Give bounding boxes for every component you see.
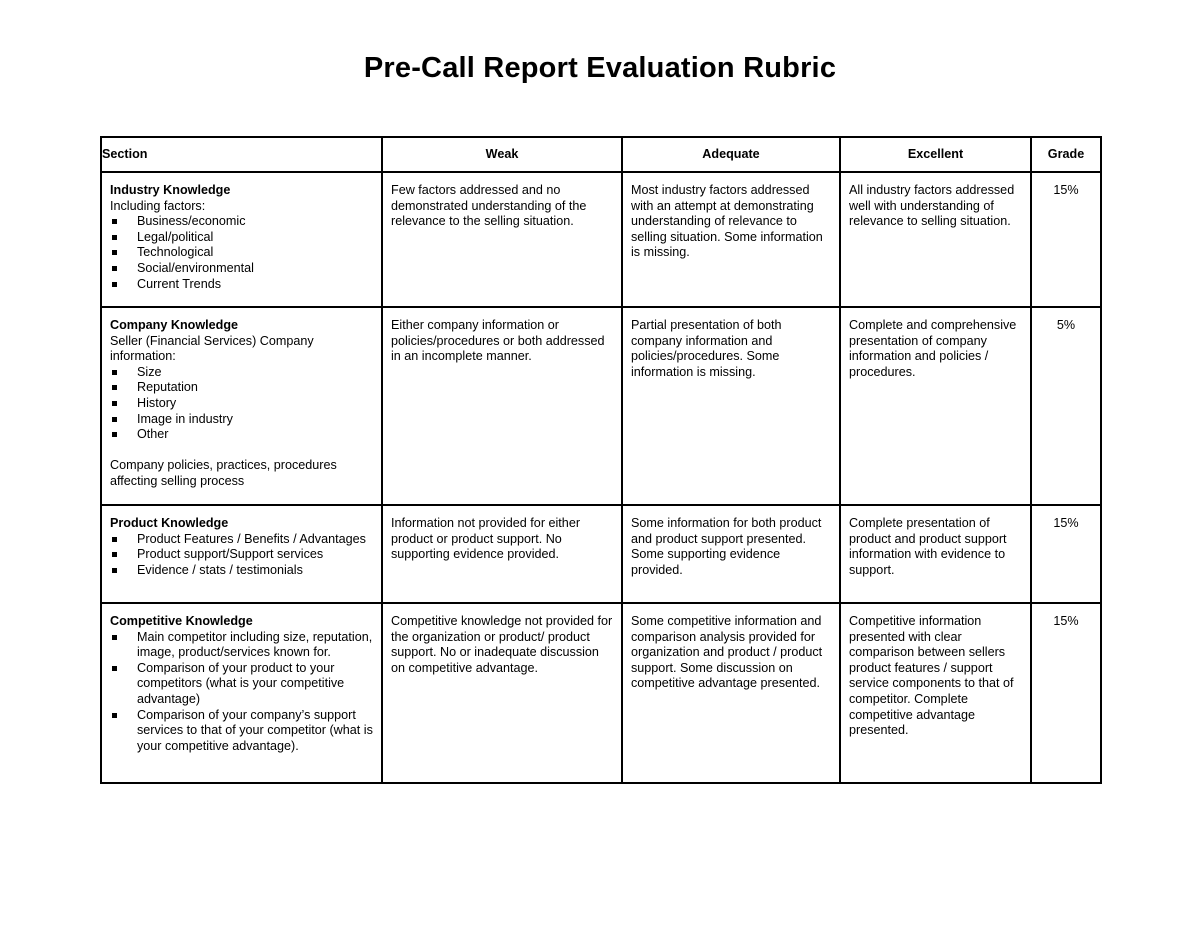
list-item: Business/economic <box>110 214 373 230</box>
section-heading: Product Knowledge <box>110 516 229 530</box>
section-heading: Company Knowledge <box>110 318 239 332</box>
adequate-cell <box>622 603 840 783</box>
weak-cell <box>382 307 622 505</box>
section-intro: Seller (Financial Services) Company information: <box>110 333 314 364</box>
header-row <box>101 137 1101 172</box>
excellent-cell <box>840 603 1031 783</box>
header-excellent: Excellent <box>840 137 1031 172</box>
weak-text: Competitive knowledge not provided for the organization or product/ product support. No or inadequate discussion on competitive advantage. <box>391 614 613 675</box>
rubric-table <box>100 136 1102 784</box>
excellent-text: Complete and comprehensive presentation of company information and policies / procedures. <box>849 318 1017 379</box>
list-item: Reputation <box>110 380 373 396</box>
rubric-row-industry <box>101 172 1101 307</box>
list-item: Social/environmental <box>110 261 373 277</box>
adequate-cell <box>622 505 840 603</box>
list-item: Legal/political <box>110 230 373 246</box>
header-section: Section <box>101 137 382 172</box>
excellent-cell <box>840 172 1031 307</box>
list-item: History <box>110 396 373 412</box>
weak-text: Few factors addressed and no demonstrated understanding of the relevance to the selling situation. <box>391 183 587 229</box>
list-item: Comparison of your company’s support services to that of your competitor (what is your competitive advantage). <box>110 708 373 755</box>
rubric-row-company <box>101 307 1101 505</box>
excellent-cell <box>840 307 1031 505</box>
grade-cell <box>1031 603 1101 783</box>
excellent-text: All industry factors addressed well with understanding of relevance to selling situation. <box>849 183 1015 229</box>
excellent-text: Competitive information presented with clear comparison between sellers product features / support service components to that of competitor. Complete competitive advantage presented. <box>849 614 1014 738</box>
excellent-text: Complete presentation of product and product support information with evidence to support. <box>849 516 1007 577</box>
header-weak: Weak <box>382 137 622 172</box>
section-heading: Industry Knowledge <box>110 183 231 197</box>
weak-cell <box>382 505 622 603</box>
weak-cell <box>382 603 622 783</box>
factor-list <box>110 532 373 579</box>
grade-value: 15% <box>1053 183 1079 197</box>
section-outro: Company policies, practices, procedures affecting selling process <box>110 458 337 488</box>
header-grade: Grade <box>1031 137 1101 172</box>
weak-text: Either company information or policies/procedures or both addressed in an incomplete manner. <box>391 318 605 364</box>
factor-list <box>110 214 373 292</box>
adequate-text: Some information for both product and product support presented. Some supporting evidence provided. <box>631 516 822 577</box>
list-item: Product Features / Benefits / Advantages <box>110 532 373 548</box>
page-title: Pre-Call Report Evaluation Rubric <box>363 52 837 84</box>
section-cell <box>101 505 382 603</box>
adequate-cell <box>622 172 840 307</box>
grade-value: 15% <box>1053 516 1079 530</box>
section-heading: Competitive Knowledge <box>110 614 253 628</box>
list-item: Evidence / stats / testimonials <box>110 563 373 579</box>
adequate-text: Partial presentation of both company information and policies/procedures. Some information is missing. <box>631 318 782 379</box>
grade-cell <box>1031 307 1101 505</box>
list-item: Comparison of your product to your competitors (what is your competitive advantage) <box>110 661 373 708</box>
list-item: Size <box>110 365 373 381</box>
grade-cell <box>1031 505 1101 603</box>
list-item: Product support/Support services <box>110 547 373 563</box>
section-cell <box>101 603 382 783</box>
list-item: Other <box>110 427 373 443</box>
rubric-row-competitive <box>101 603 1101 783</box>
list-item: Image in industry <box>110 412 373 428</box>
list-item: Main competitor including size, reputation, image, product/services known for. <box>110 630 373 661</box>
grade-value: 5% <box>1056 318 1076 332</box>
rubric-row-product <box>101 505 1101 603</box>
header-adequate: Adequate <box>622 137 840 172</box>
adequate-text: Most industry factors addressed with an attempt at demonstrating understanding of relevance to selling situation. Some information is missing. <box>631 183 823 260</box>
excellent-cell <box>840 505 1031 603</box>
adequate-cell <box>622 307 840 505</box>
factor-list <box>110 630 373 755</box>
list-item: Technological <box>110 245 373 261</box>
weak-text: Information not provided for either product or product support. No supporting evidence provided. <box>391 516 581 562</box>
grade-value: 15% <box>1053 614 1079 628</box>
list-item: Current Trends <box>110 277 373 293</box>
section-cell <box>101 307 382 505</box>
grade-cell <box>1031 172 1101 307</box>
section-cell <box>101 172 382 307</box>
weak-cell <box>382 172 622 307</box>
factor-list <box>110 365 373 443</box>
section-intro: Including factors: <box>110 198 206 213</box>
adequate-text: Some competitive information and comparison analysis provided for organization and product / product support. Some discussion on competitive advantage presented. <box>631 614 823 691</box>
